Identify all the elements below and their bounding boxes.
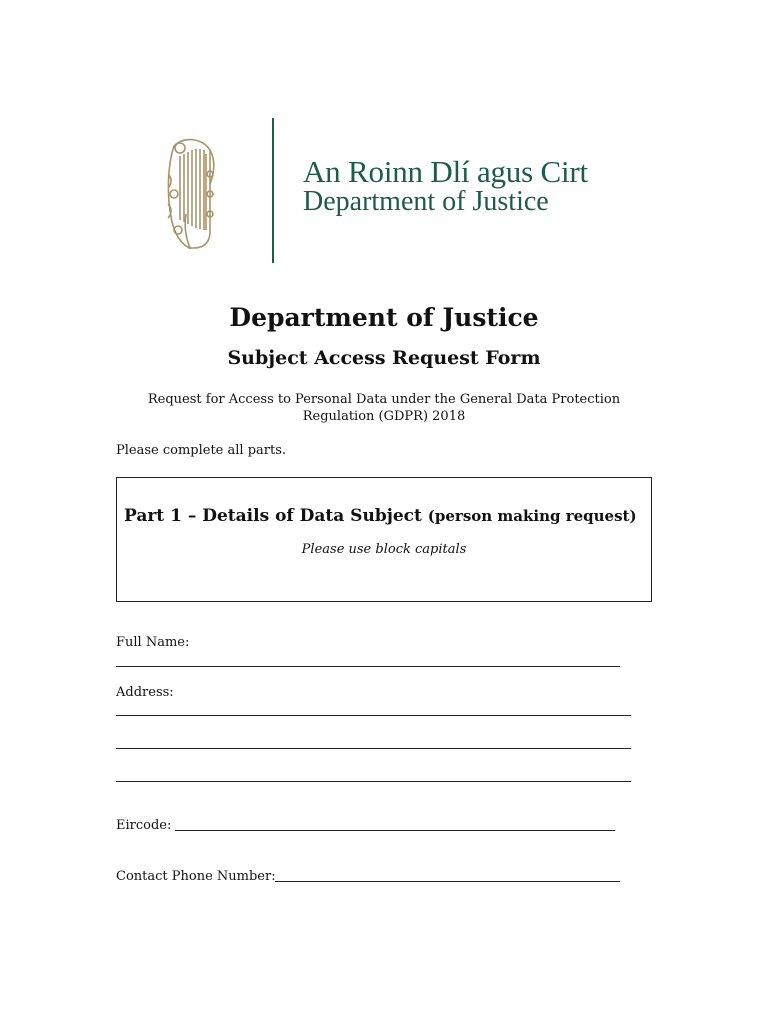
address-field-line-2[interactable]	[116, 748, 631, 749]
address-field-line-1[interactable]	[116, 715, 631, 716]
department-logo	[164, 118, 614, 266]
part1-heading	[124, 506, 637, 526]
part1-note: Please use block capitals	[301, 542, 467, 557]
form-intro: Request for Access to Personal Data under the General Data Protection Regulation (GDPR) 2018	[147, 392, 621, 424]
address-field-line-3[interactable]	[116, 781, 631, 782]
eircode-field[interactable]	[175, 830, 615, 831]
part1-box	[116, 477, 652, 602]
eircode-label: Eircode:	[116, 818, 172, 833]
form-subtitle: Subject Access Request Form	[227, 347, 541, 369]
full-name-label: Full Name:	[116, 635, 190, 650]
phone-field[interactable]	[275, 881, 620, 882]
brand-name-irish: An Roinn Dlí agus Cirt	[303, 154, 588, 189]
form-instruction: Please complete all parts.	[116, 443, 287, 458]
part1-heading-suffix: (person making request)	[427, 507, 637, 525]
full-name-field[interactable]	[116, 666, 620, 667]
document-title: Department of Justice	[229, 303, 539, 332]
brand-name-english: Department of Justice	[303, 186, 549, 217]
address-label: Address:	[116, 685, 174, 700]
part1-heading-main: Part 1 – Details of Data Subject	[124, 506, 422, 526]
phone-label: Contact Phone Number:	[116, 869, 276, 884]
harp-icon	[164, 134, 220, 252]
logo-divider	[272, 118, 274, 263]
